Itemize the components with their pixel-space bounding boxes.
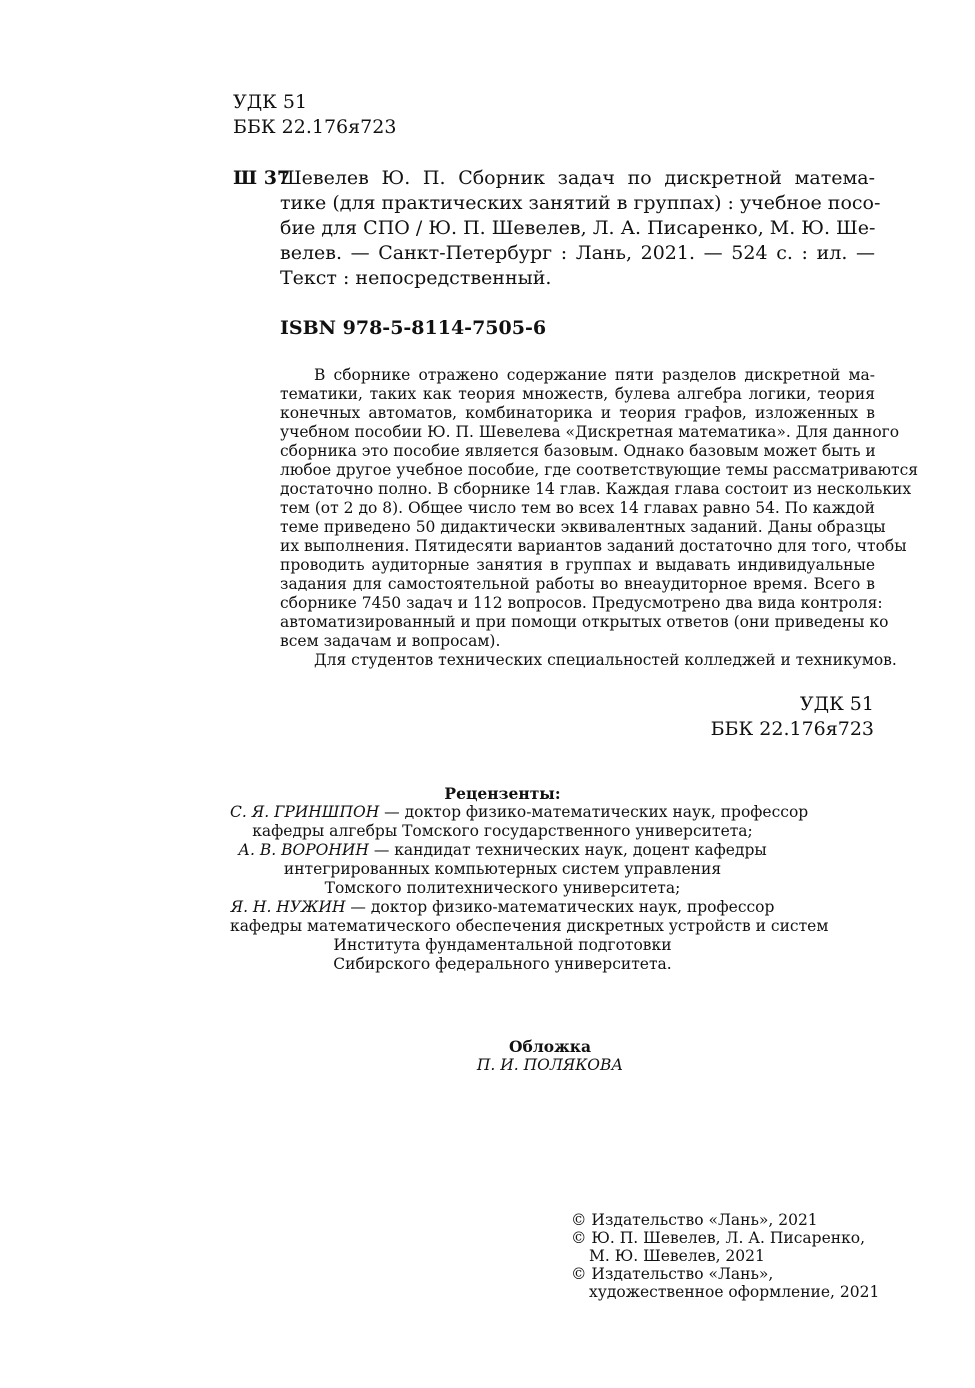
annotation-line: сборнике 7450 задач и 112 вопросов. Предусмотрено два вида контроля:	[280, 594, 883, 612]
copyright-line: © Издательство «Лань», 2021	[571, 1211, 818, 1229]
annotation-line: тематики, таких как теория множеств, булева алгебра логики, теория	[280, 385, 875, 403]
reviewer-affiliation: Сибирского федерального университета.	[333, 955, 672, 973]
reviewer-affiliation: Томского политехнического университета;	[324, 879, 681, 897]
annotation-audience: Для студентов технических специальностей колледжей и техникумов.	[314, 651, 897, 669]
entry-line: бие для СПО / Ю. П. Шевелев, Л. А. Писаренко, М. Ю. Ше-	[280, 217, 876, 239]
reviewer-2	[230, 841, 775, 860]
isbn: ISBN 978-5-8114-7505-6	[280, 317, 547, 339]
annotation-line: задания для самостоятельной работы во внеаудиторное время. Всего в	[280, 575, 875, 593]
annotation-line: тем (от 2 до 8). Общее число тем во всех 14 главах равно 54. По каждой	[280, 499, 875, 517]
reviewer-affiliation: Института фундаментальной подготовки	[333, 936, 672, 954]
annotation-line: теме приведено 50 дидактически эквивалентных заданий. Даны образцы	[280, 518, 886, 536]
annotation-line: достаточно полно. В сборнике 14 глав. Каждая глава состоит из нескольких	[280, 480, 912, 498]
annotation-line: любое другое учебное пособие, где соответствующие темы рассматриваются	[280, 461, 919, 479]
author-mark: Ш 37	[233, 167, 291, 189]
reviewer-name: Я. Н. НУЖИН	[230, 898, 346, 916]
annotation-line: конечных автоматов, комбинаторика и теория графов, изложенных в	[280, 404, 875, 422]
entry-line: тике (для практических занятий в группах) : учебное посо-	[280, 192, 881, 214]
annotation-line: В сборнике отражено содержание пяти разделов дискретной ма-	[314, 366, 875, 384]
reviewer-affiliation: кафедры математического обеспечения дискретных устройств и систем	[230, 917, 829, 935]
reviewer-title: — доктор физико-математических наук, профессор	[379, 803, 809, 821]
copyright-line: художественное оформление, 2021	[589, 1283, 880, 1301]
copyright-line: М. Ю. Шевелев, 2021	[589, 1247, 765, 1265]
bbk-code: ББК 22.176я723	[233, 116, 397, 138]
copyright-line: © Издательство «Лань»,	[571, 1265, 774, 1283]
cover-designer: П. И. ПОЛЯКОВА	[476, 1056, 624, 1074]
entry-line: Шевелев Ю. П. Сборник задач по дискретной матема-	[280, 167, 875, 189]
classification-bottom	[560, 692, 874, 742]
udk-code: УДК 51	[233, 91, 308, 113]
reviewer-title: — доктор физико-математических наук, профессор	[345, 898, 775, 916]
annotation-line: всем задачам и вопросам).	[280, 632, 501, 650]
udk-code: УДК 51	[799, 693, 874, 715]
annotation-line: учебном пособии Ю. П. Шевелева «Дискретная математика». Для данного	[280, 423, 900, 441]
reviewers-block	[230, 784, 829, 974]
annotation-line: их выполнения. Пятидесяти вариантов заданий достаточно для того, чтобы	[280, 537, 907, 555]
entry-line: велев. — Санкт-Петербург : Лань, 2021. — 524 с. : ил. —	[280, 242, 875, 264]
annotation-line: автоматизированный и при помощи открытых ответов (они приведены ко	[280, 613, 889, 631]
reviewer-title: — кандидат технических наук, доцент кафедры	[368, 841, 767, 859]
reviewer-name: А. В. ВОРОНИН	[238, 841, 369, 859]
reviewers-heading: Рецензенты:	[444, 784, 561, 803]
cover-heading: Обложка	[509, 1037, 591, 1056]
cover-credit	[380, 1037, 720, 1075]
reviewer-name: С. Я. ГРИНШПОН	[230, 803, 380, 821]
annotation-line: сборника это пособие является базовым. Однако базовым может быть и	[280, 442, 876, 460]
reviewer-3	[230, 898, 775, 917]
entry-line: Текст : непосредственный.	[280, 267, 552, 289]
annotation-line: проводить аудиторные занятия в группах и выдавать индивидуальные	[280, 556, 875, 574]
classification-top	[233, 90, 396, 140]
reviewer-affiliation: интегрированных компьютерных систем управления	[283, 860, 722, 878]
reviewer-1	[230, 803, 809, 822]
copyright-block	[571, 1211, 879, 1301]
reviewer-affiliation: кафедры алгебры Томского государственного университета;	[252, 822, 753, 840]
bbk-code: ББК 22.176я723	[710, 718, 874, 740]
copyright-line: © Ю. П. Шевелев, Л. А. Писаренко,	[571, 1229, 866, 1247]
